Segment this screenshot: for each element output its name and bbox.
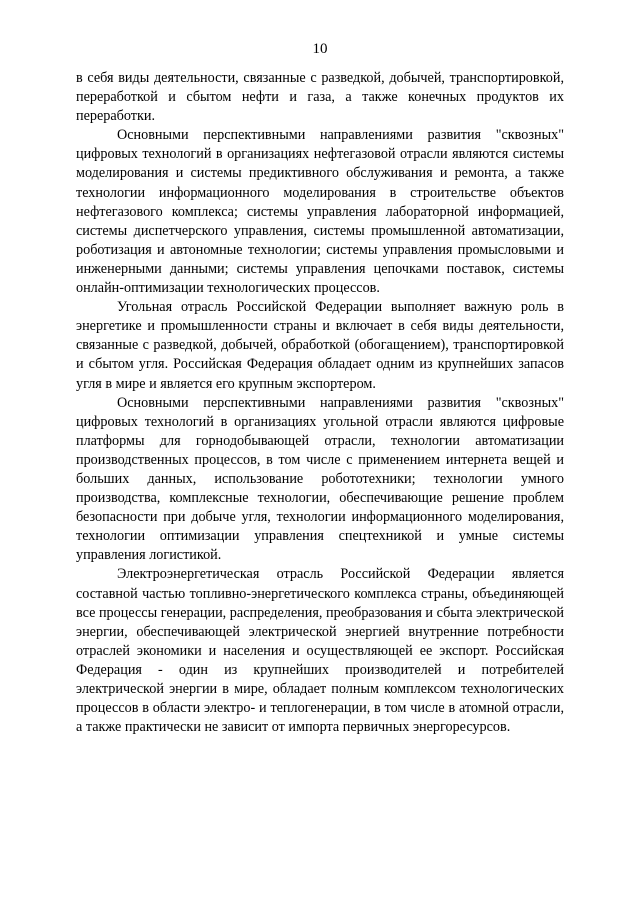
paragraph: Основными перспективными направлениями развития "сквозных" цифровых технологий в организациях угольной отрасли являются цифровые платформы для горнодобывающей отрасли, технологии автоматизации производственных процессов, в том числе с применением интернета вещей и больших данных, использование робототехники; технологии умного производства, комплексные технологии, обеспечивающие решение проблем безопасности при добыче угля, технологии информационного моделирования, технологии оптимизации управления спецтехникой и умные системы управления логистикой.: [76, 394, 564, 564]
body-text: [76, 69, 564, 737]
paragraph: в себя виды деятельности, связанные с разведкой, добычей, транспортировкой, переработкой и сбытом нефти и газа, а также конечных продуктов их переработки.: [76, 70, 564, 125]
paragraph: Основными перспективными направлениями развития "сквозных" цифровых технологий в организациях нефтегазовой отрасли являются системы моделирования и системы предиктивного обслуживания и ремонта, а также технологии информационного моделирования в строительстве объектов нефтегазового комплекса; системы управления лабораторной информацией, системы диспетчерского управления, системы промышленной автоматизации, роботизация и автономные технологии; системы управления промысловыми и инженерными данными; системы управления цепочками поставок, системы онлайн-оптимизации технологических процессов.: [76, 127, 564, 297]
paragraph: Электроэнергетическая отрасль Российской Федерации является составной частью топливно-энергетического комплекса страны, объединяющей все процессы генерации, распределения, преобразования и сбыта электрической энергии, обеспечивающей электрической энергией внутренние потребности отраслей экономики и населения и осуществляющей ее экспорт. Российская Федерация - один из крупнейших производителей и потребителей электрической энергии в мире, обладает полным комплексом технологических процессов в области электро- и теплогенерации, в том числе в атомной отрасли, а также практически не зависит от импорта первичных энергоресурсов.: [76, 566, 564, 736]
page-number: 10: [312, 41, 328, 57]
paragraph: Угольная отрасль Российской Федерации выполняет важную роль в энергетике и промышленности страны и включает в себя виды деятельности, связанные с разведкой, добычей, обработкой (обогащением), транспортировкой и сбытом угля. Российская Федерация обладает одним из крупнейших запасов угля в мире и является его крупным экспортером.: [76, 299, 564, 392]
